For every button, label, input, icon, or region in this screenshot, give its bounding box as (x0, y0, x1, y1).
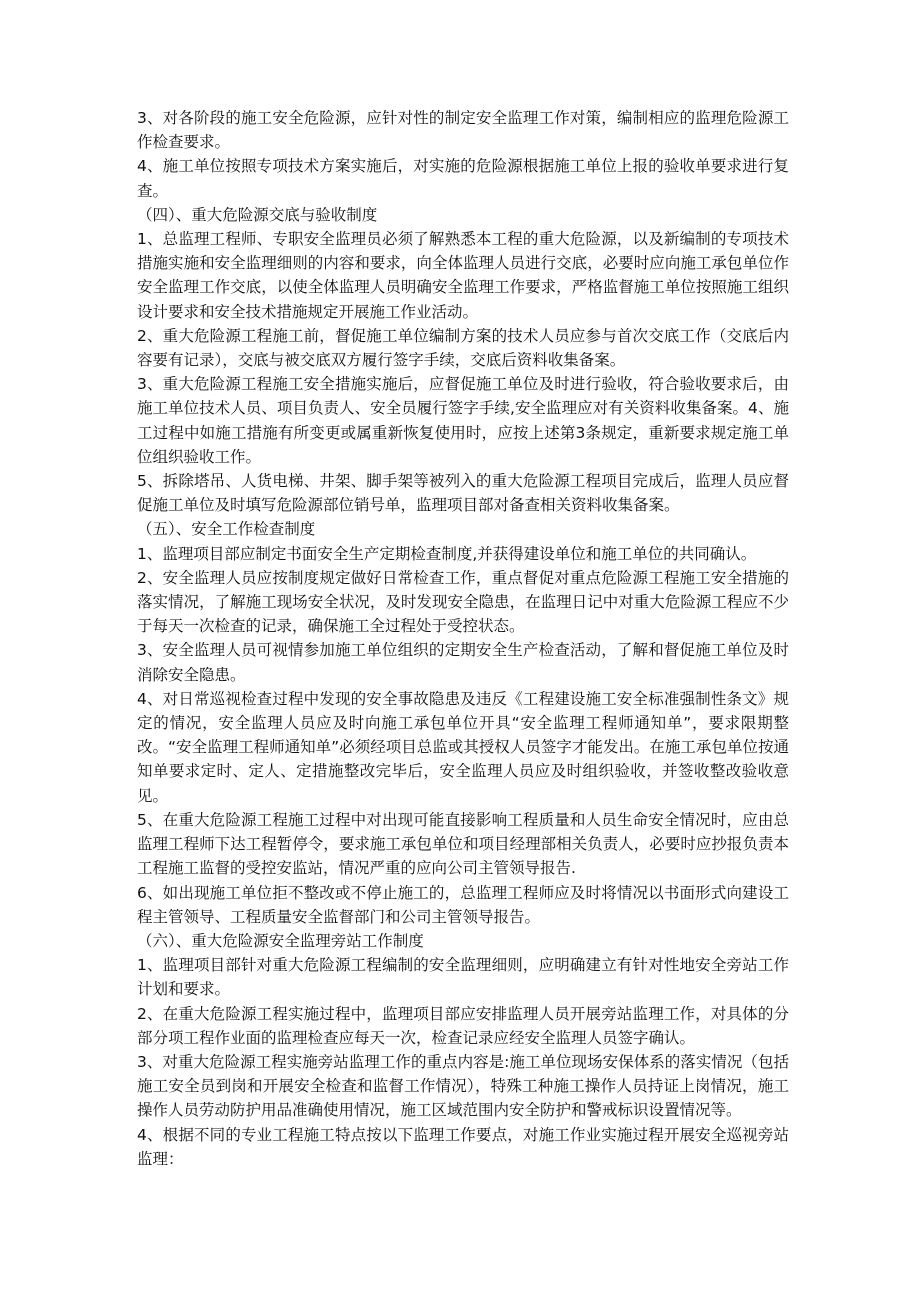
section-heading: （五）、安全工作检查制度 (137, 520, 316, 539)
paragraph: 3、对重大危险源工程实施旁站监理工作的重点内容是:施工单位现场安保体系的落实情况（包括施工安全员到岗和开展安全检查和监督工作情况），特殊工种施工操作人员持证上岗情况，施工操作人员劳动防护用品准确使用情况，施工区域范围内安全防护和警戒标识设置情况等。 (137, 1052, 789, 1120)
paragraph: 3、重大危险源工程施工安全措施实施后，应督促施工单位及时进行验收，符合验收要求后，由施工单位技术人员、项目负责人、安全员履行签字手续,安全监理应对有关资料收集备案。4、施工过程中如施工措施有所变更或属重新恢复使用时，应按上述第3条规定，重新要求规定施工单位组织验收工作。 (137, 375, 789, 466)
paragraph: 5、在重大危险源工程施工过程中对出现可能直接影响工程质量和人员生命安全情况时，应由总监理工程师下达工程暂停令，要求施工承包单位和项目经理部相关负责人，必要时应抄报负责本工程施工监督的受控安监站，情况严重的应向公司主管领导报告. (137, 810, 789, 878)
paragraph: 1、监理项目部针对重大危险源工程编制的安全监理细则，应明确建立有针对性地安全旁站工作计划和要求。 (137, 956, 789, 999)
paragraph: 3、安全监理人员可视情参加施工单位组织的定期安全生产检查活动，了解和督促施工单位及时消除安全隐患。 (137, 641, 789, 684)
paragraph: 4、对日常巡视检查过程中发现的安全事故隐患及违反《工程建设施工安全标准强制性条文》规定的情况，安全监理人员应及时向施工承包单位开具“安全监理工程师通知单”，要求限期整改。“安全监理工程师通知单”必须经项目总监或其授权人员签字才能发出。在施工承包单位按通知单要求定时、定人、定措施整改完毕后，安全监理人员应及时组织验收，并签收整改验收意见。 (137, 689, 789, 805)
paragraph: 3、对各阶段的施工安全危险源，应针对性的制定安全监理工作对策，编制相应的监理危险源工作检查要求。 (137, 109, 789, 152)
paragraph: 1、监理项目部应制定书面安全生产定期检查制度,并获得建设单位和施工单位的共同确认。 (137, 544, 757, 563)
section-heading: （四）、重大危险源交底与验收制度 (137, 205, 378, 224)
paragraph: 1、总监理工程师、专职安全监理员必须了解熟悉本工程的重大危险源，以及新编制的专项技术措施实施和安全监理细则的内容和要求，向全体监理人员进行交底，必要时应向施工承包单位作安全监理工作交底，以使全体监理人员明确安全监理工作要求，严格监督施工单位按照施工组织设计要求和安全技术措施规定开展施工作业活动。 (137, 230, 789, 321)
paragraph: 6、如出现施工单位拒不整改或不停止施工的，总监理工程师应及时将情况以书面形式向建设工程主管领导、工程质量安全监督部门和公司主管领导报告。 (137, 883, 789, 926)
paragraph: 2、重大危险源工程施工前，督促施工单位编制方案的技术人员应参与首次交底工作（交底后内容要有记录），交底与被交底双方履行签字手续，交底后资料收集备案。 (137, 326, 789, 370)
paragraph: 4、施工单位按照专项技术方案实施后，对实施的危险源根据施工单位上报的验收单要求进行复查。 (137, 157, 789, 200)
paragraph: 5、拆除塔吊、人货电梯、井架、脚手架等被列入的重大危险源工程项目完成后，监理人员应督促施工单位及时填写危险源部位销号单，监理项目部对备查相关资料收集备案。 (137, 472, 789, 515)
document-page (137, 106, 789, 1171)
paragraph: 4、根据不同的专业工程施工特点按以下监理工作要点，对施工作业实施过程开展安全巡视旁站监理： (137, 1125, 789, 1168)
paragraph: 2、安全监理人员应按制度规定做好日常检查工作，重点督促对重点危险源工程施工安全措施的落实情况，了解施工现场安全状况，及时发现安全隐患，在监理日记中对重大危险源工程应不少于每天一次检查的记录，确保施工全过程处于受控状态。 (137, 568, 789, 636)
paragraph: 2、在重大危险源工程实施过程中，监理项目部应安排监理人员开展旁站监理工作，对具体的分部分项工程作业面的监理检查应每天一次，检查记录应经安全监理人员签字确认。 (137, 1004, 789, 1047)
section-heading: （六）、重大危险源安全监理旁站工作制度 (137, 931, 424, 950)
